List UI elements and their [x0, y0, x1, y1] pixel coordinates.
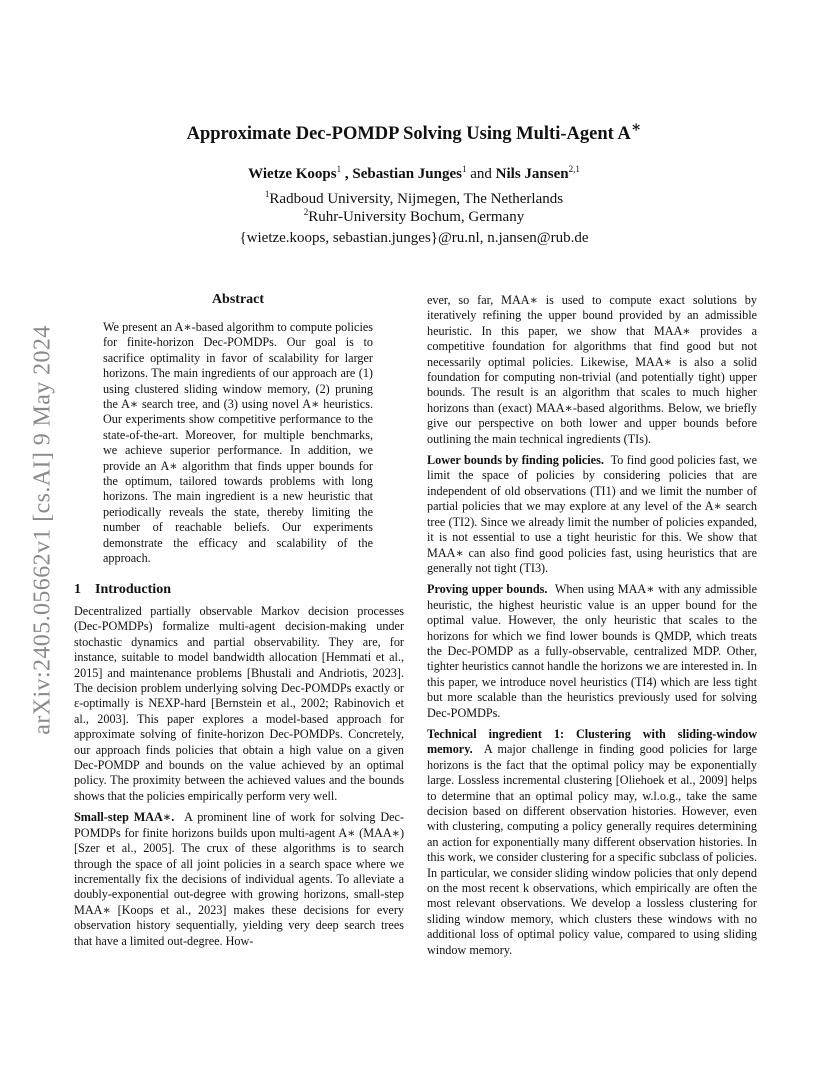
paper-title	[0, 118, 828, 145]
abstract-heading: Abstract	[211, 292, 265, 307]
ti1-paragraph	[427, 727, 757, 958]
upper-bounds-paragraph	[427, 582, 757, 721]
intro-paragraph: Decentralized partially observable Markov decision processes (Dec-POMDPs) formalize multi-agent decision-making under stochastic dynamics and partial observability. They are, for instance, suitable to model bandwidth allocation [Hemmati et al., 2015] and maintenance problems [Bhustali and Andriotis, 2023]. The decision problem underlying solving Dec-POMDPs exactly or ε-optimally is NEXP-hard [Bernstein et al., 2002; Rabinovich et al., 2003]. This paper explores a model-based approach for approximate solving of finite-horizon Dec-POMDPs. Concretely, our approach finds policies that obtain a high value on a given Dec-POMDP and bounds on the value achieved by an optimal policy. The proximity between the achieved values and the bounds shows that the policies empirically perform very well.	[74, 604, 404, 803]
run-in-heading: Technical ingredient 1: Clustering with sliding-window memory.	[427, 726, 757, 757]
affiliation-2	[0, 207, 828, 226]
arxiv-identifier	[28, 300, 58, 760]
run-in-heading: Small-step MAA∗.	[74, 810, 175, 825]
section-heading-introduction	[74, 582, 171, 598]
paragraph-text: A prominent line of work for solving Dec-POMDPs for finite horizons builds upon multi-agent A∗ (MAA∗) [Szer et al., 2005]. The crux of these algorithms is to search through the space of all joint policies in a search space where we incrementally fix the decisions of individual agents. To alleviate a doubly-exponential out-degree with growing horizons, small-step MAA∗ [Koops et al., 2023] makes these decisions for every observation history sequentially, yielding very deep search trees that have a limited out-degree. How-	[74, 810, 404, 948]
run-in-heading: Lower bounds by finding policies.	[427, 453, 604, 468]
smallstep-paragraph	[74, 810, 404, 949]
title-superscript: ∗	[630, 119, 642, 136]
right-column-body	[427, 293, 757, 958]
affiliation-text: Ruhr-University Bochum, Germany	[308, 209, 525, 225]
author-name: Wietze Koops	[248, 166, 337, 182]
author-affiliation-mark: 2,1	[568, 164, 580, 174]
affiliation-text: Radboud University, Nijmegen, The Netherlands	[269, 191, 564, 207]
continuation-paragraph: ever, so far, MAA∗ is used to compute exact solutions by iteratively refining the upper bound provided by an admissible heuristic. In this paper, we show that MAA∗ provides a competitive foundation for algorithms that find good but not necessarily optimal policies. Likewise, MAA∗ is also a solid foundation for computing non-trivial (and potentially tight) upper bounds. The result is an algorithm that scales to much higher horizons than (exact) MAA∗-based algorithms. Below, we briefly give our perspective on both lower and upper bounds before outlining the main technical ingredients (TIs).	[427, 293, 757, 446]
author-separator: ,	[341, 166, 353, 182]
author-emails: {wietze.koops, sebastian.junges}@ru.nl, n.jansen@rub.de	[239, 230, 589, 246]
lower-bounds-paragraph	[427, 453, 757, 576]
abstract-text: We present an A∗-based algorithm to compute policies for finite-horizon Dec-POMDPs. Our goal is to sacrifice optimality in favor of scalability for larger horizons. The main ingredients of our approach are (1) using clustered sliding window memory, (2) pruning the A∗ search tree, and (3) using novel A∗ heuristics. Our experiments show competitive performance to the state-of-the-art. Moreover, for multiple benchmarks, we achieve superior performance. In addition, we provide an A∗ algorithm that finds upper bounds for the optimum, tailored towards problems with long horizons. The main ingredient is a new heuristic that periodically reveals the state, thereby limiting the number of reachable beliefs. Our experiments demonstrate the efficacy and scalability of the approach.	[103, 320, 373, 566]
author-affiliation-mark: 1	[336, 164, 342, 174]
author-name: Sebastian Junges	[352, 166, 462, 182]
left-column-body	[74, 604, 404, 949]
paragraph-text: When using MAA∗ with any admissible heuristic, the highest heuristic value is an upper bound for the optimal value. However, the only heuristic that scales to the horizons for which we find lower bounds is QMDP, which treats the Dec-POMDP as a fully-observable, centralized MDP. Other, tighter heuristics cannot handle the horizons we are interested in. In this paper, we introduce novel heuristics (TI4) which are less tight but more scalable than the heuristics previously used for solving Dec-POMDPs.	[427, 582, 757, 720]
paper-title-text: Approximate Dec-POMDP Solving Using Multi-Agent A	[186, 124, 631, 145]
affiliation-mark: 2	[303, 207, 309, 217]
run-in-heading: Proving upper bounds.	[427, 582, 548, 597]
author-conjunction: and	[466, 166, 496, 182]
author-list	[0, 164, 828, 183]
author-name: Nils Jansen	[495, 166, 569, 182]
abstract-body	[103, 320, 373, 567]
paragraph-text: To find good policies fast, we limit the space of policies by considering policies that are independent of old observations (TI1) and we limit the number of partial policies that we may explore at any level of the A∗ search tree (TI2). Since we already limit the number of policies expanded, it is not essential to use a tight heuristic for this. We show that MAA∗ can also find good policies fast, using heuristics that are generally not tight (TI3).	[427, 453, 757, 575]
paragraph-text: A major challenge in finding good policies for large horizons is the fact that the optimal policy may be exponentially large. Lossless incremental clustering [Oliehoek et al., 2009] helps to determine that an optimal policy may, w.l.o.g., take the same decision based on different observation histories. However, even with clustering, computing a policy generally requires determining an action for exponentially many different observation histories. In this work, we consider clustering for a specific subclass of policies. In particular, we consider sliding window policies that only depend on the most recent k observations, which empirically are often the most relevant observations. We develop a lossless clustering for sliding window memory, which clusters these windows with no additional loss of optimal policy value, compared to using sliding window memory.	[427, 742, 758, 957]
section-title: Introduction	[95, 582, 171, 597]
affiliation-mark: 1	[264, 189, 270, 199]
arxiv-identifier-text: arXiv:2405.05662v1 [cs.AI] 9 May 2024	[29, 325, 56, 735]
affiliation-1	[0, 189, 828, 208]
section-number: 1	[74, 582, 81, 597]
author-affiliation-mark: 1	[461, 164, 467, 174]
